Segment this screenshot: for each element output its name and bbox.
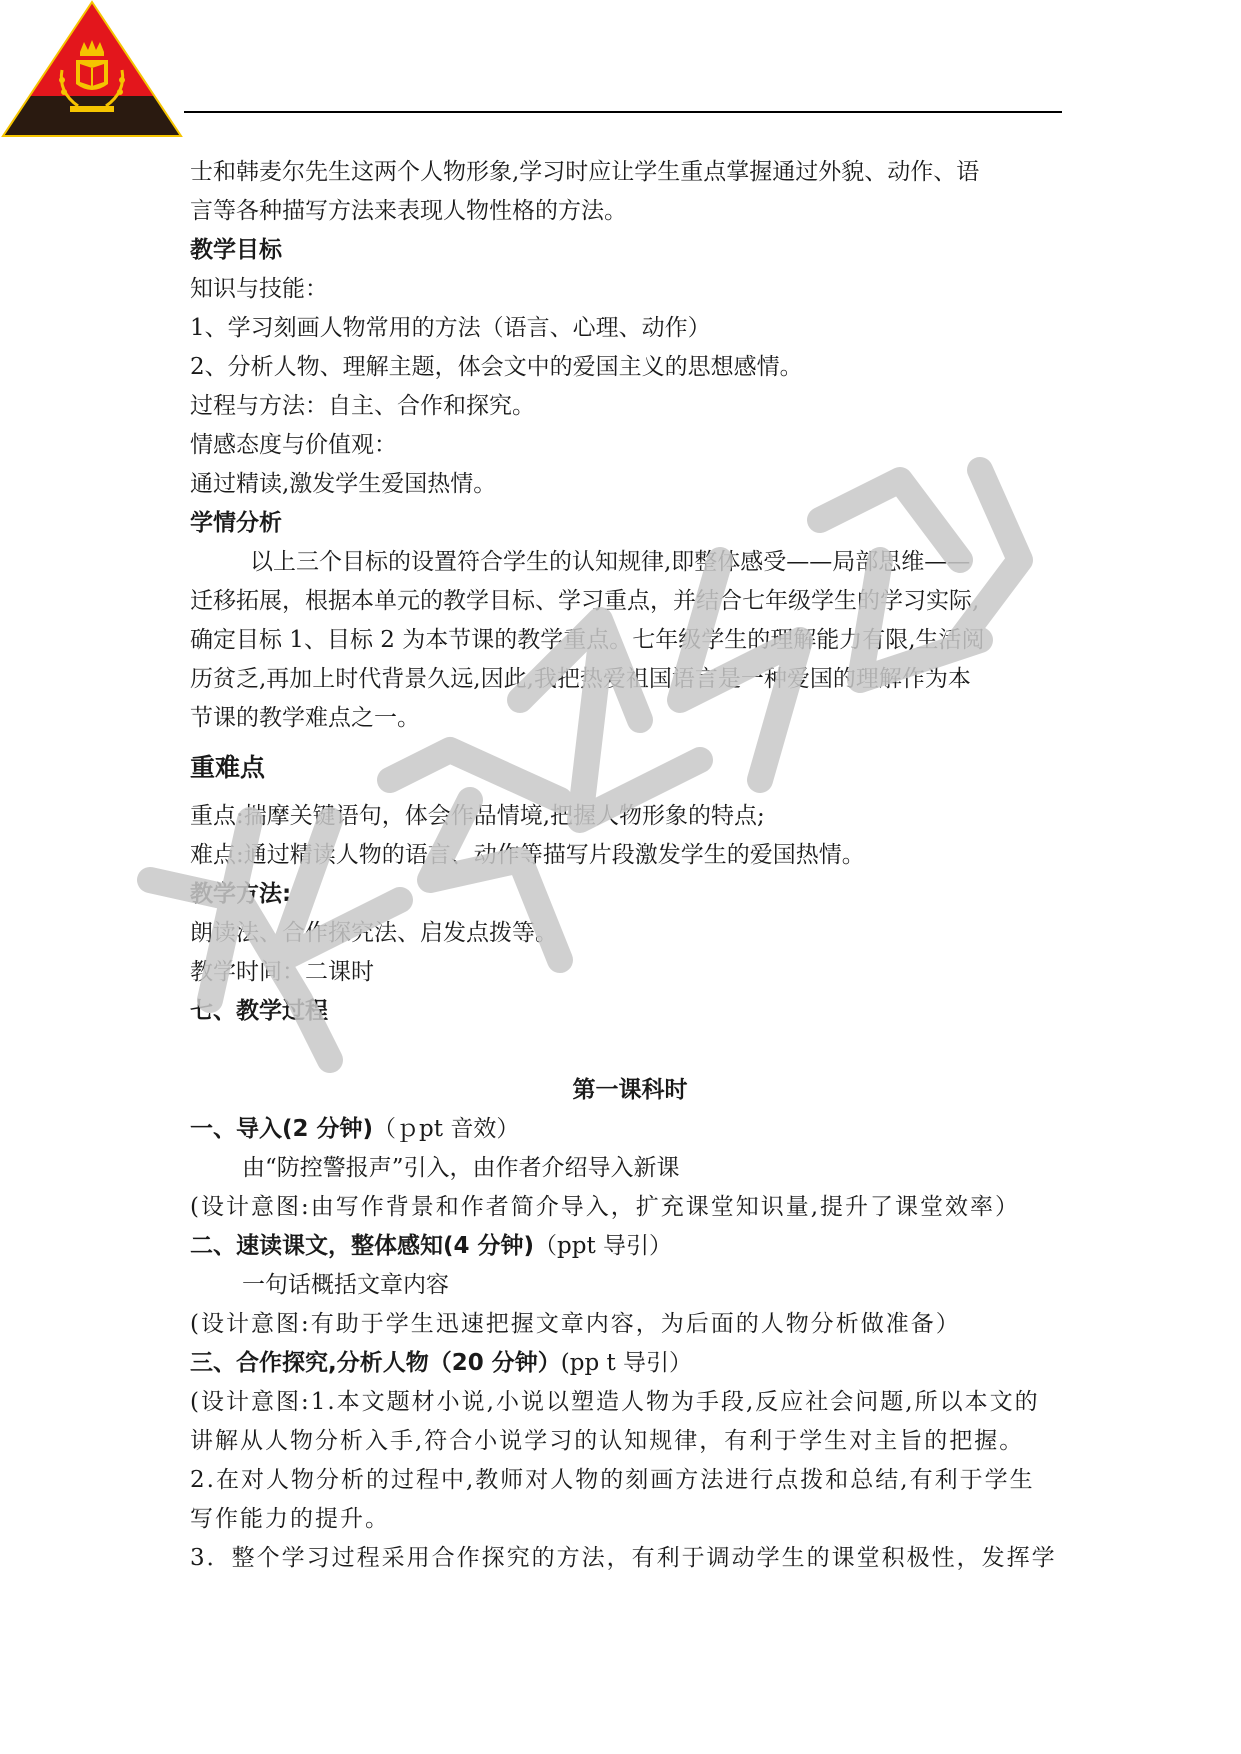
paragraph-line: 写作能力的提升。 xyxy=(190,1506,390,1532)
step-heading-1: 一、导入(2 分钟) xyxy=(190,1116,374,1142)
paragraph-line: 重点:揣摩关键语句，体会作品情境,把握人物形象的特点; xyxy=(190,803,765,829)
paragraph-line: 情感态度与价值观： xyxy=(190,432,397,458)
paragraph-line: 朗读法、合作探究法、启发点拨等。 xyxy=(190,920,558,946)
paragraph-line: 以上三个目标的设置符合学生的认知规律,即整体感受——局部思维—— xyxy=(250,549,971,575)
paragraph-line: 节课的教学难点之一。 xyxy=(190,705,420,731)
paragraph-line: 士和韩麦尔先生这两个人物形象,学习时应让学生重点掌握通过外貌、动作、语 xyxy=(190,159,980,185)
paragraph-line: 历贫乏,再加上时代背景久远,因此,我把热爱祖国语言是一种爱国的理解作为本 xyxy=(190,666,971,692)
list-item: 2、分析人物、理解主题，体会文中的爱国主义的思想感情。 xyxy=(190,354,803,380)
lesson-title: 第一课科时 xyxy=(572,1077,688,1103)
design-intent: (设计意图:有助于学生迅速把握文章内容，为后面的人物分析做准备） xyxy=(190,1311,961,1337)
paragraph-line: 教学时间：二课时 xyxy=(190,959,374,985)
design-intent: (设计意图:1.本文题材小说,小说以塑造人物为手段,反应社会问题,所以本文的 xyxy=(190,1389,1040,1415)
header-rule xyxy=(184,111,1062,113)
document-body xyxy=(190,153,1070,1578)
section-heading-analysis: 学情分析 xyxy=(190,510,282,536)
section-heading-process: 七、教学过程 xyxy=(190,998,328,1024)
paragraph-line: 难点:通过精读人物的语言、动作等描写片段激发学生的爱国热情。 xyxy=(190,842,865,868)
paragraph-line: 讲解从人物分析入手,符合小说学习的认知规律，有利于学生对主旨的把握。 xyxy=(190,1428,1025,1454)
design-intent: (设计意图:由写作背景和作者简介导入，扩充课堂知识量,提升了课堂效率） xyxy=(190,1194,1021,1220)
paragraph-line: 2.在对人物分析的过程中,教师对人物的刻画方法进行点拨和总结,有利于学生 xyxy=(190,1467,1035,1493)
paragraph-line: 通过精读,激发学生爱国热情。 xyxy=(190,471,497,497)
step-heading-2: 二、速读课文，整体感知(4 分钟) xyxy=(190,1233,535,1259)
list-item: 1、学习刻画人物常用的方法（语言、心理、动作） xyxy=(190,315,711,341)
paragraph-line: 确定目标 1、目标 2 为本节课的教学重点。七年级学生的理解能力有限,生活阅 xyxy=(190,627,985,653)
section-heading-key-points: 重难点 xyxy=(190,753,266,782)
section-heading-methods: 教学方法: xyxy=(190,881,292,907)
step-note-3: (pp t 导引） xyxy=(560,1350,693,1376)
step-heading-3: 三、合作探究,分析人物（20 分钟） xyxy=(190,1350,561,1376)
step-note-2: （ppt 导引） xyxy=(534,1233,673,1259)
school-logo xyxy=(0,0,184,140)
paragraph-line: 由“防控警报声”引入，由作者介绍导入新课 xyxy=(242,1155,680,1181)
step-note-1: （ｐpt 音效） xyxy=(373,1116,520,1142)
paragraph-line: 一句话概括文章内容 xyxy=(242,1272,449,1298)
paragraph-line: 言等各种描写方法来表现人物性格的方法。 xyxy=(190,198,627,224)
paragraph-line: 迁移拓展，根据本单元的教学目标、学习重点，并结合七年级学生的学习实际, xyxy=(190,588,980,614)
paragraph-line: 3．整个学习过程采用合作探究的方法，有利于调动学生的课堂积极性，发挥学 xyxy=(190,1545,1057,1571)
paragraph-line: 过程与方法：自主、合作和探究。 xyxy=(190,393,535,419)
paragraph-line: 知识与技能： xyxy=(190,276,328,302)
section-heading-goals: 教学目标 xyxy=(190,237,282,263)
